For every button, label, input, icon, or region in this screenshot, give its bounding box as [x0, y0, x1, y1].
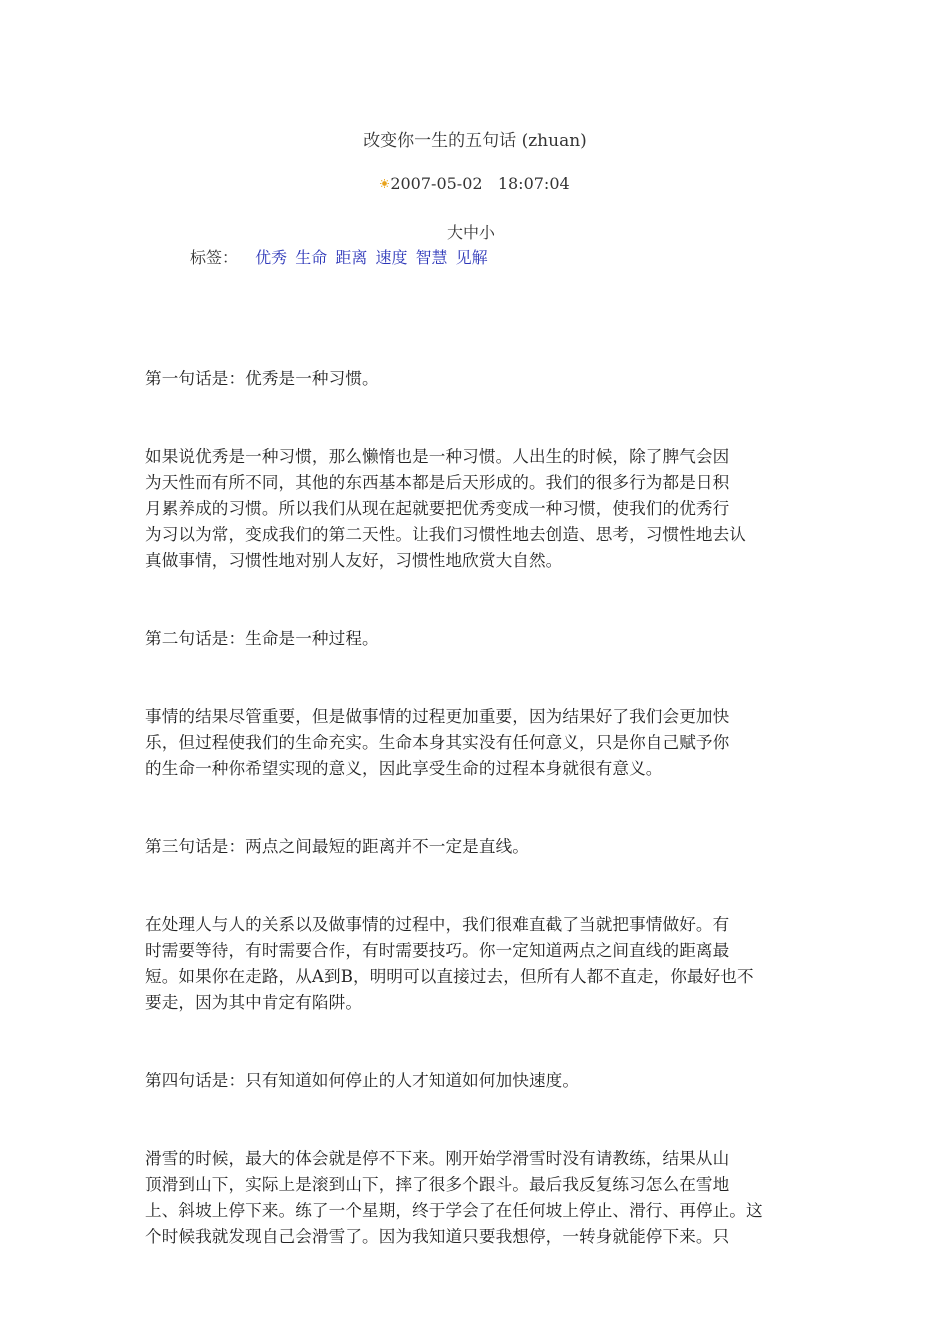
- article-datetime: 2007-05-02 18:07:04: [390, 174, 570, 193]
- body-line: 上、斜坡上停下来。练了一个星期，终于学会了在任何坡上停止、滑行、再停止。这: [145, 1201, 763, 1220]
- tag-link[interactable]: 见解: [455, 248, 488, 267]
- body-line: 要走，因为其中肯定有陷阱。: [145, 993, 363, 1012]
- article-date: [0, 174, 950, 193]
- body-line: 顶滑到山下，实际上是滚到山下，摔了很多个跟斗。最后我反复练习怎么在雪地: [145, 1175, 730, 1194]
- heading-two: 第二句话是：生命是一种过程。: [145, 629, 379, 648]
- body-line: 为天性而有所不同，其他的东西基本都是后天形成的。我们的很多行为都是日积: [145, 473, 730, 492]
- tag-link[interactable]: 距离: [335, 248, 368, 267]
- tag-list: [190, 245, 491, 268]
- body-line: 如果说优秀是一种习惯，那么懒惰也是一种习惯。人出生的时候，除了脾气会因: [145, 447, 730, 466]
- article-body: [145, 366, 810, 1250]
- body-line: 滑雪的时候，最大的体会就是停不下来。刚开始学滑雪时没有请教练，结果从山: [145, 1149, 730, 1168]
- body-line: 个时候我就发现自己会滑雪了。因为我知道只要我想停，一转身就能停下来。只: [145, 1227, 730, 1246]
- font-size-switcher: [447, 220, 495, 243]
- tag-link[interactable]: 智慧: [415, 248, 448, 267]
- tag-link[interactable]: 生命: [295, 248, 328, 267]
- body-line: 时需要等待，有时需要合作，有时需要技巧。你一定知道两点之间直线的距离最: [145, 941, 730, 960]
- heading-four: 第四句话是：只有知道如何停止的人才知道如何加快速度。: [145, 1071, 580, 1090]
- body-line: 的生命一种你希望实现的意义，因此享受生命的过程本身就很有意义。: [145, 759, 663, 778]
- article-title: 改变你一生的五句话 (zhuan): [363, 131, 587, 151]
- body-line: 在处理人与人的关系以及做事情的过程中，我们很难直截了当就把事情做好。有: [145, 915, 730, 934]
- heading-one: 第一句话是：优秀是一种习惯。: [145, 369, 379, 388]
- font-size-large[interactable]: 大: [447, 223, 464, 242]
- body-line: 真做事情，习惯性地对别人友好，习惯性地欣赏大自然。: [145, 551, 563, 570]
- tag-link[interactable]: 速度: [375, 248, 408, 267]
- font-size-medium[interactable]: 中: [463, 223, 480, 242]
- sun-icon: [380, 179, 389, 188]
- body-line: 短。如果你在走路，从A到B，明明可以直接过去，但所有人都不直走，你最好也不: [145, 967, 754, 986]
- body-line: 为习以为常，变成我们的第二天性。让我们习惯性地去创造、思考，习惯性地去认: [145, 525, 746, 544]
- body-line: 月累养成的习惯。所以我们从现在起就要把优秀变成一种习惯，使我们的优秀行: [145, 499, 730, 518]
- tags-label: 标签：: [190, 248, 239, 267]
- tag-link[interactable]: 优秀: [255, 248, 288, 267]
- heading-three: 第三句话是：两点之间最短的距离并不一定是直线。: [145, 837, 529, 856]
- font-size-small[interactable]: 小: [479, 223, 496, 242]
- body-line: 乐，但过程使我们的生命充实。生命本身其实没有任何意义，只是你自己赋予你: [145, 733, 730, 752]
- body-line: 事情的结果尽管重要，但是做事情的过程更加重要，因为结果好了我们会更加快: [145, 707, 730, 726]
